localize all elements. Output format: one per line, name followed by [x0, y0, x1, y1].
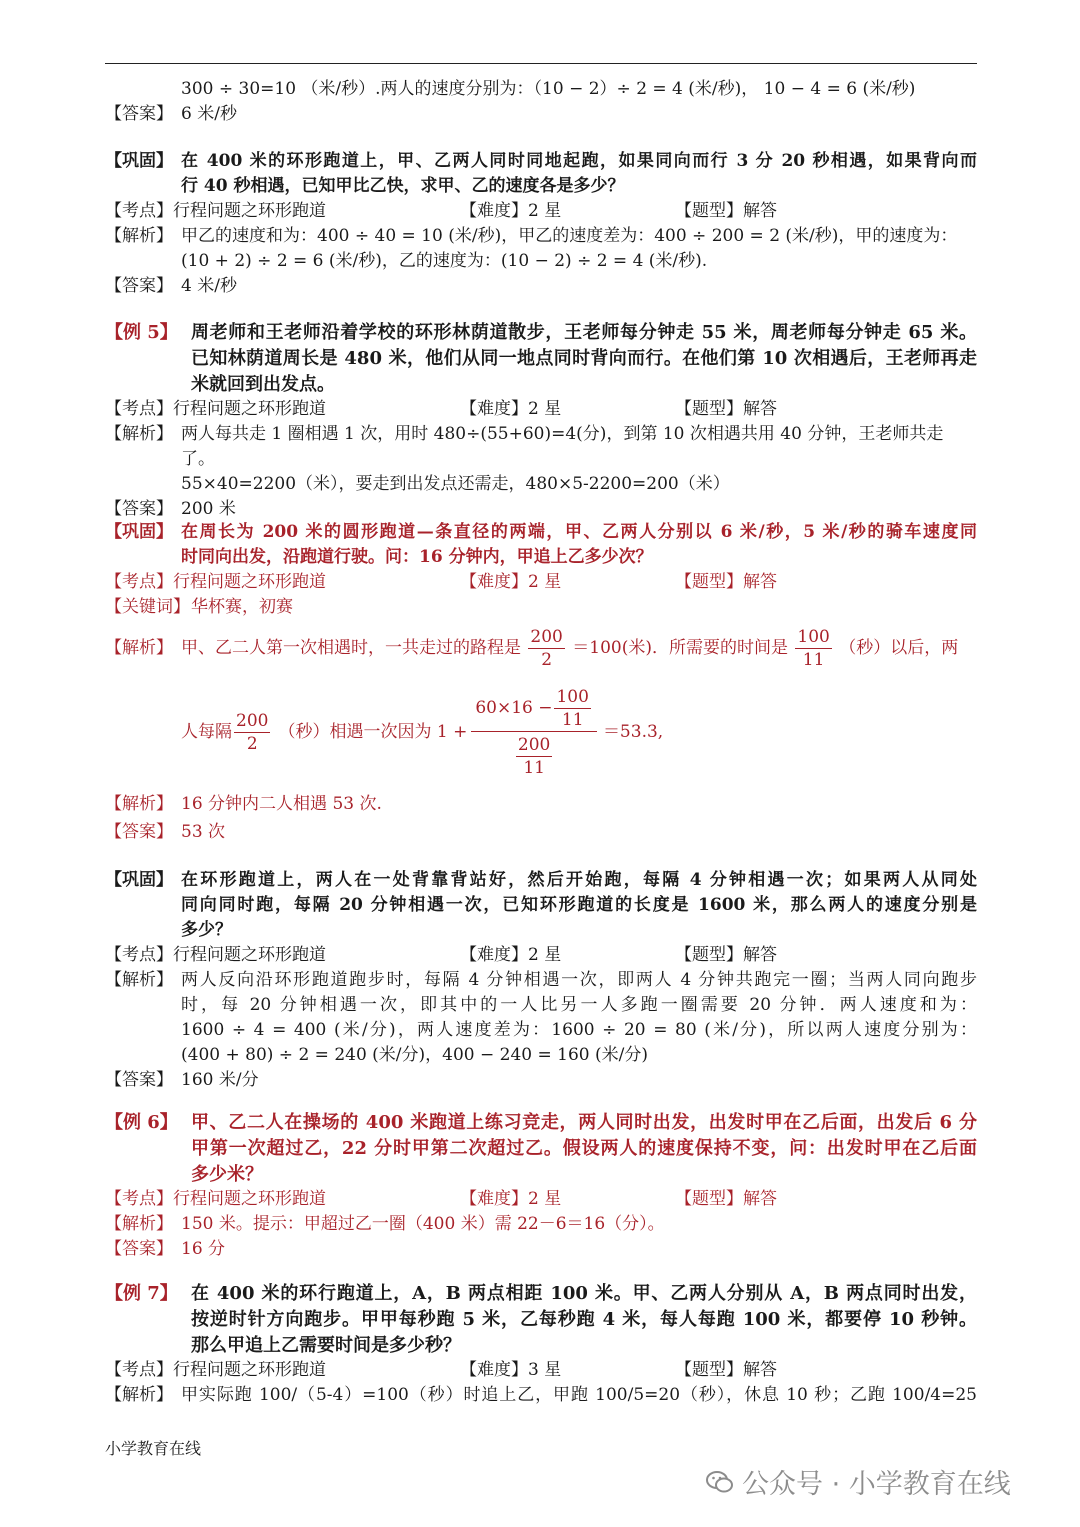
answer-label: 【答案】 — [105, 1239, 173, 1259]
header-rule — [105, 63, 977, 64]
example-6 — [105, 1110, 977, 1262]
point-value: 行程问题之环形跑道 — [173, 399, 326, 419]
analysis-text: 两人每共走 1 圈相遇 1 次，用时 480÷(55+60)=4(分)，到第 10 次相遇共用 40 分钟，王老师共走了。 — [181, 424, 944, 469]
fraction-200-over-11 — [516, 734, 552, 779]
keyword-label: 【关键词】 — [105, 597, 190, 617]
type-label: 【题型】 — [675, 1360, 743, 1380]
type-value: 解答 — [743, 572, 777, 592]
answer-text: 200 米 — [181, 499, 236, 519]
example-label: 【例 7】 — [105, 1283, 178, 1304]
difficulty-value: 3 星 — [528, 1360, 562, 1380]
analysis-label: 【解析】 — [105, 1214, 173, 1234]
analysis-label: 【解析】 — [105, 226, 173, 246]
problem-text: 行 40 秒相遇，已知甲比乙快，求甲、乙的速度各是多少？ — [181, 176, 625, 196]
fraction-text: 60×16 − — [475, 698, 553, 718]
consolidate-label: 【巩固】 — [105, 870, 173, 890]
analysis-formula-line-1 — [105, 622, 977, 674]
example-7 — [105, 1281, 977, 1408]
meta-row — [105, 397, 977, 422]
fraction-denominator: 11 — [523, 757, 545, 778]
analysis-text: （秒）以后，两 — [839, 637, 959, 658]
analysis-line: 300 ÷ 30=10 （米/秒）.两人的速度分别为：（10 − 2）÷ 2 = 4 (米/秒)， 10 − 4 = 6 (米/秒) — [181, 79, 916, 99]
fraction-numerator: 100 — [556, 686, 589, 707]
type-label: 【题型】 — [675, 201, 743, 221]
answer-text: 16 分 — [181, 1239, 226, 1259]
analysis-text: 150 米。提示：甲超过乙一圈（400 米）需 22－6＝16（分）。 — [181, 1214, 665, 1234]
meta-row — [105, 199, 977, 224]
difficulty-label: 【难度】 — [460, 399, 528, 419]
problem-consolidate-3 — [105, 868, 977, 1093]
difficulty-value: 2 星 — [528, 1189, 562, 1209]
wechat-icon — [706, 1470, 734, 1494]
analysis-label: 【解析】 — [105, 970, 173, 990]
fraction-200-over-2 — [234, 710, 270, 755]
point-value: 行程问题之环形跑道 — [173, 572, 326, 592]
analysis-text: 16 分钟内二人相遇 53 次. — [181, 794, 382, 814]
point-label: 【考点】 — [105, 1189, 173, 1209]
problem-consolidate-2 — [105, 520, 977, 620]
fraction-200-over-2 — [528, 626, 564, 671]
point-value: 行程问题之环形跑道 — [173, 201, 326, 221]
point-value: 行程问题之环形跑道 — [173, 945, 326, 965]
difficulty-value: 2 星 — [528, 399, 562, 419]
problem-text: 多少？ — [181, 920, 232, 940]
watermark — [706, 1462, 1011, 1501]
keyword-value: 华杯赛，初赛 — [191, 597, 293, 617]
problem-text: 多少米？ — [191, 1164, 263, 1185]
difficulty-value: 2 星 — [528, 201, 562, 221]
type-label: 【题型】 — [675, 945, 743, 965]
difficulty-label: 【难度】 — [460, 572, 528, 592]
example-label: 【例 5】 — [105, 322, 178, 343]
analysis-text: (10 + 2) ÷ 2 = 6 (米/秒)，乙的速度为：(10 − 2) ÷ 2 = 4 (米/秒). — [181, 251, 708, 271]
problem-text: 那么甲追上乙需要时间是多少秒？ — [191, 1335, 461, 1356]
answer-text: 4 米/秒 — [181, 276, 237, 296]
answer-text: 160 米/分 — [181, 1070, 259, 1090]
answer-label: 【答案】 — [105, 276, 173, 296]
analysis-text: 甲实际跑 100/（5-4）=100（秒）时追上乙，甲跑 100/5=20（秒），休息 10 秒；乙跑 100/4=25 — [181, 1385, 977, 1405]
fraction-numerator: 200 — [236, 710, 269, 731]
analysis-text: 两人反向沿环形跑道跑步时，每隔 4 分钟相遇一次，即两人 4 分钟共跑完一圈；当两人同向跑步 — [181, 970, 977, 990]
meta-row — [105, 570, 977, 595]
answer-label: 【答案】 — [105, 822, 173, 842]
analysis-text: ＝53.3, — [602, 721, 664, 742]
type-label: 【题型】 — [675, 399, 743, 419]
problem-consolidate-1 — [105, 149, 977, 299]
difficulty-value: 2 星 — [528, 945, 562, 965]
type-value: 解答 — [743, 1189, 777, 1209]
analysis-label: 【解析】 — [105, 1385, 173, 1405]
analysis-label: 【解析】 — [105, 424, 173, 444]
analysis-text: (400 + 80) ÷ 2 = 240 (米/分)，400 − 240 = 160 (米/分) — [181, 1045, 649, 1065]
type-value: 解答 — [743, 201, 777, 221]
difficulty-label: 【难度】 — [460, 1189, 528, 1209]
difficulty-label: 【难度】 — [460, 945, 528, 965]
point-label: 【考点】 — [105, 201, 173, 221]
point-label: 【考点】 — [105, 572, 173, 592]
problem-text: 时同向出发，沿跑道行驶。问：16 分钟内，甲追上乙多少次？ — [181, 547, 653, 567]
watermark-text: 公众号 · 小学教育在线 — [742, 1469, 1011, 1500]
difficulty-value: 2 星 — [528, 572, 562, 592]
analysis-text: 甲、乙二人第一次相遇时，一共走过的路程是 — [181, 637, 521, 658]
answer-text: 53 次 — [181, 822, 226, 842]
type-value: 解答 — [743, 1360, 777, 1380]
problem-text: 在 400 米的环行跑道上，A，B 两点相距 100 米。甲、乙两人分别从 A，B 两点同时出发， — [191, 1283, 977, 1304]
analysis-label: 【解析】 — [105, 637, 173, 658]
problem-text: 已知林荫道周长是 480 米，他们从同一地点同时背向而行。在他们第 10 次相遇后，王老师再走 — [191, 348, 977, 369]
problem-text: 周老师和王老师沿着学校的环形林荫道散步，王老师每分钟走 55 米，周老师每分钟走 65 米。 — [191, 322, 977, 343]
fraction-numerator: 200 — [530, 626, 563, 647]
problem-text: 同向同时跑，每隔 20 分钟相遇一次，已知环形跑道的长度是 1600 米，那么两人的速度分别是 — [181, 895, 977, 915]
type-value: 解答 — [743, 945, 777, 965]
problem-text: 在周长为 200 米的圆形跑道—条直径的两端，甲、乙两人分别以 6 米/秒，5 米/秒的骑车速度同 — [181, 522, 977, 542]
meta-row — [105, 943, 977, 968]
fraction-denominator: 2 — [541, 649, 553, 670]
problem-text: 按逆时针方向跑步。甲甲每秒跑 5 米，乙每秒跑 4 米，每人每跑 100 米，都要停 10 秒钟。 — [191, 1309, 977, 1330]
problem-text: 在 400 米的环形跑道上，甲、乙两人同时同地起跑，如果同向而行 3 分 20 秒相遇，如果背向而 — [181, 151, 977, 171]
fraction-denominator: 2 — [246, 733, 258, 754]
fraction-denominator: 11 — [561, 709, 584, 730]
continuation-block — [105, 77, 977, 127]
analysis-text: 人每隔 — [181, 721, 232, 742]
meta-row — [105, 1187, 977, 1212]
answer-text: 6 米/秒 — [181, 104, 237, 124]
page-footer: 小学教育在线 — [105, 1439, 202, 1458]
fraction-numerator: 100 — [797, 626, 830, 647]
point-value: 行程问题之环形跑道 — [173, 1360, 326, 1380]
difficulty-label: 【难度】 — [460, 201, 528, 221]
problem-text: 米就回到出发点。 — [191, 374, 335, 395]
type-value: 解答 — [743, 399, 777, 419]
analysis-text: 55×40=2200（米），要走到出发点还需走，480×5-2200=200（米） — [181, 474, 730, 494]
point-value: 行程问题之环形跑道 — [173, 1189, 326, 1209]
analysis-formula-line-2 — [181, 684, 881, 780]
fraction-denominator: 11 — [802, 649, 825, 670]
problem-text: 甲、乙二人在操场的 400 米跑道上练习竞走，两人同时出发，出发时甲在乙后面，出发后 6 分 — [191, 1112, 977, 1133]
answer-label: 【答案】 — [105, 1070, 173, 1090]
analysis-text: 时，每 20 分钟相遇一次，即其中的一人比另一人多跑一圈需要 20 分钟．两人速度和为： — [181, 995, 977, 1015]
consolidate-label: 【巩固】 — [105, 522, 173, 542]
analysis-conclusion — [105, 792, 977, 845]
problem-text: 甲第一次超过乙，22 分时甲第二次超过乙。假设两人的速度保持不变，问：出发时甲在乙后面 — [191, 1138, 977, 1159]
point-label: 【考点】 — [105, 399, 173, 419]
point-label: 【考点】 — [105, 945, 173, 965]
analysis-text: 1600 ÷ 4 = 400 (米/分)，两人速度差为：1600 ÷ 20 = 80 (米/分)，所以两人速度分别为： — [181, 1020, 977, 1040]
answer-label: 【答案】 — [105, 499, 173, 519]
complex-numerator — [471, 686, 597, 732]
problem-text: 在环形跑道上，两人在一处背靠背站好，然后开始跑，每隔 4 分钟相遇一次；如果两人从同处 — [181, 870, 977, 890]
analysis-text: （秒）相遇一次因为 1 + — [278, 721, 468, 742]
analysis-text: 甲乙的速度和为：400 ÷ 40 = 10 (米/秒)，甲乙的速度差为：400 ÷ 200 = 2 (米/秒)，甲的速度为： — [181, 226, 958, 246]
difficulty-label: 【难度】 — [460, 1360, 528, 1380]
meta-row — [105, 1358, 977, 1383]
type-label: 【题型】 — [675, 1189, 743, 1209]
analysis-label: 【解析】 — [105, 794, 173, 814]
analysis-text: ＝100(米)．所需要的时间是 — [572, 637, 788, 658]
fraction-numerator: 200 — [517, 734, 551, 755]
fraction-100-over-11 — [554, 686, 590, 731]
fraction-100-over-11 — [795, 626, 831, 671]
type-label: 【题型】 — [675, 572, 743, 592]
example-5 — [105, 320, 977, 522]
answer-label: 【答案】 — [105, 104, 173, 124]
complex-fraction — [471, 686, 597, 779]
example-label: 【例 6】 — [105, 1112, 178, 1133]
consolidate-label: 【巩固】 — [105, 151, 173, 171]
point-label: 【考点】 — [105, 1360, 173, 1380]
